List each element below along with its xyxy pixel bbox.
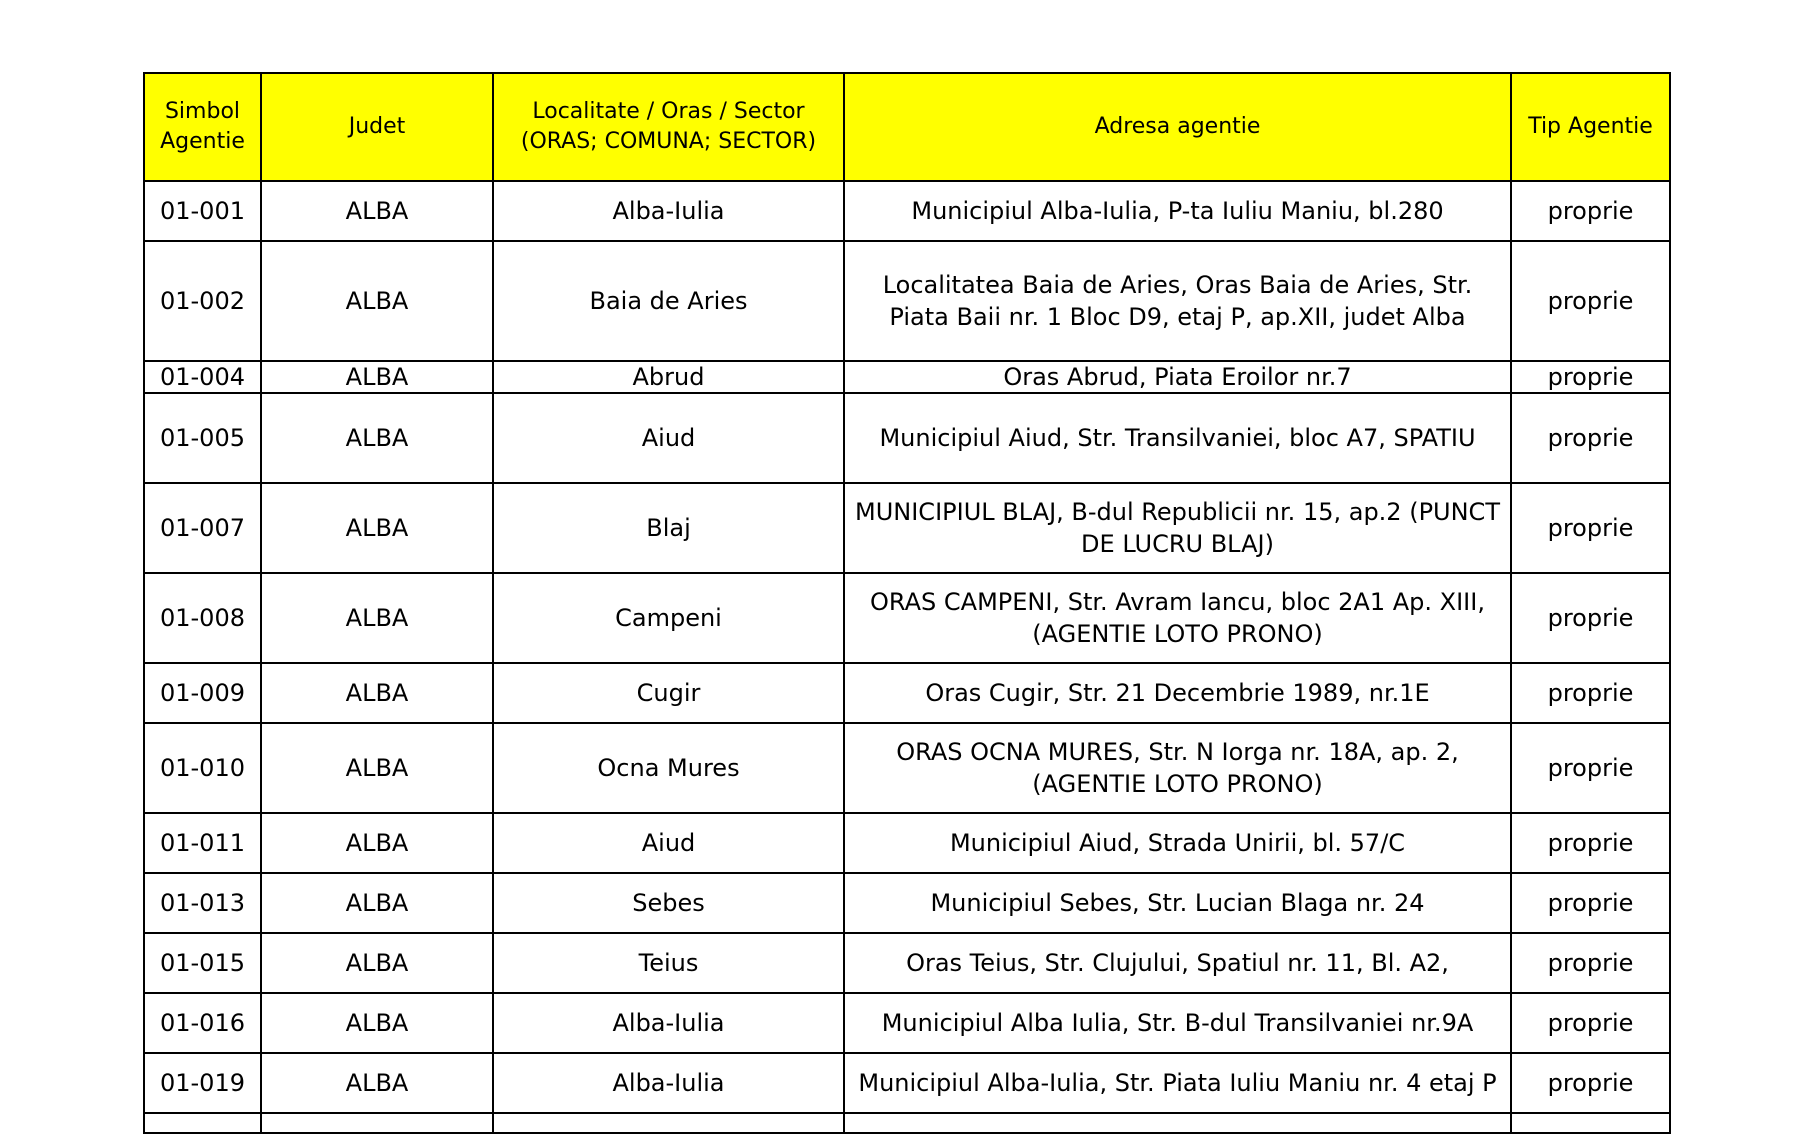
cell-judet: ALBA — [261, 361, 493, 393]
cell-adresa: Localitatea Baia de Aries, Oras Baia de Aries, Str. Piata Baii nr. 1 Bloc D9, etaj P, ap.XII, judet Alba — [844, 241, 1511, 361]
header-tip-agentie: Tip Agentie — [1511, 73, 1670, 181]
table-row — [144, 181, 1670, 241]
cell-simbol: 01-001 — [144, 181, 261, 241]
header-judet: Judet — [261, 73, 493, 181]
table-body — [144, 181, 1670, 1133]
cell-adresa: ORAS OCNA MURES, Str. N Iorga nr. 18A, ap. 2, (AGENTIE LOTO PRONO) — [844, 723, 1511, 813]
cell-localitate: Alba-Iulia — [493, 993, 844, 1053]
table-row — [144, 393, 1670, 483]
cell-adresa — [844, 1113, 1511, 1133]
cell-localitate: Cugir — [493, 663, 844, 723]
cell-tip: proprie — [1511, 393, 1670, 483]
cell-judet: ALBA — [261, 241, 493, 361]
cell-localitate: Blaj — [493, 483, 844, 573]
cell-judet — [261, 1113, 493, 1133]
cell-simbol: 01-007 — [144, 483, 261, 573]
cell-simbol: 01-016 — [144, 993, 261, 1053]
cell-localitate: Sebes — [493, 873, 844, 933]
cell-tip — [1511, 1113, 1670, 1133]
cell-adresa: Oras Abrud, Piata Eroilor nr.7 — [844, 361, 1511, 393]
cell-tip: proprie — [1511, 1053, 1670, 1113]
cell-adresa: Municipiul Alba Iulia, Str. B-dul Transilvaniei nr.9A — [844, 993, 1511, 1053]
header-localitate: Localitate / Oras / Sector (ORAS; COMUNA; SECTOR) — [493, 73, 844, 181]
cell-localitate: Campeni — [493, 573, 844, 663]
cell-judet: ALBA — [261, 663, 493, 723]
cell-simbol: 01-004 — [144, 361, 261, 393]
cell-localitate: Ocna Mures — [493, 723, 844, 813]
cell-localitate: Alba-Iulia — [493, 1053, 844, 1113]
cell-localitate: Aiud — [493, 813, 844, 873]
cell-simbol: 01-013 — [144, 873, 261, 933]
header-adresa-agentie: Adresa agentie — [844, 73, 1511, 181]
cell-adresa: MUNICIPIUL BLAJ, B-dul Republicii nr. 15, ap.2 (PUNCT DE LUCRU BLAJ) — [844, 483, 1511, 573]
cell-adresa: Oras Cugir, Str. 21 Decembrie 1989, nr.1E — [844, 663, 1511, 723]
cell-localitate: Baia de Aries — [493, 241, 844, 361]
cell-judet: ALBA — [261, 393, 493, 483]
cell-adresa: Municipiul Aiud, Str. Transilvaniei, bloc A7, SPATIU — [844, 393, 1511, 483]
table-row — [144, 1113, 1670, 1133]
cell-localitate — [493, 1113, 844, 1133]
cell-tip: proprie — [1511, 933, 1670, 993]
cell-simbol: 01-010 — [144, 723, 261, 813]
table-row — [144, 573, 1670, 663]
cell-adresa: Municipiul Sebes, Str. Lucian Blaga nr. 24 — [844, 873, 1511, 933]
table-row — [144, 483, 1670, 573]
cell-adresa: ORAS CAMPENI, Str. Avram Iancu, bloc 2A1 Ap. XIII, (AGENTIE LOTO PRONO) — [844, 573, 1511, 663]
cell-simbol: 01-005 — [144, 393, 261, 483]
cell-judet: ALBA — [261, 723, 493, 813]
cell-tip: proprie — [1511, 573, 1670, 663]
cell-judet: ALBA — [261, 933, 493, 993]
cell-tip: proprie — [1511, 663, 1670, 723]
cell-localitate: Aiud — [493, 393, 844, 483]
header-simbol-agentie: Simbol Agentie — [144, 73, 261, 181]
cell-adresa: Municipiul Alba-Iulia, P-ta Iuliu Maniu, bl.280 — [844, 181, 1511, 241]
cell-simbol: 01-015 — [144, 933, 261, 993]
table-row — [144, 361, 1670, 393]
cell-judet: ALBA — [261, 1053, 493, 1113]
table-row — [144, 663, 1670, 723]
cell-tip: proprie — [1511, 241, 1670, 361]
cell-tip: proprie — [1511, 181, 1670, 241]
cell-judet: ALBA — [261, 483, 493, 573]
cell-simbol: 01-009 — [144, 663, 261, 723]
cell-simbol: 01-011 — [144, 813, 261, 873]
cell-judet: ALBA — [261, 993, 493, 1053]
cell-judet: ALBA — [261, 573, 493, 663]
cell-tip: proprie — [1511, 993, 1670, 1053]
cell-simbol — [144, 1113, 261, 1133]
table-row — [144, 873, 1670, 933]
agencies-table — [143, 72, 1671, 1134]
table-row — [144, 723, 1670, 813]
cell-tip: proprie — [1511, 873, 1670, 933]
table-row — [144, 241, 1670, 361]
cell-adresa: Municipiul Aiud, Strada Unirii, bl. 57/C — [844, 813, 1511, 873]
table-row — [144, 813, 1670, 873]
table-row — [144, 933, 1670, 993]
cell-judet: ALBA — [261, 181, 493, 241]
cell-tip: proprie — [1511, 723, 1670, 813]
cell-tip: proprie — [1511, 361, 1670, 393]
cell-simbol: 01-019 — [144, 1053, 261, 1113]
cell-adresa: Municipiul Alba-Iulia, Str. Piata Iuliu Maniu nr. 4 etaj P — [844, 1053, 1511, 1113]
cell-tip: proprie — [1511, 483, 1670, 573]
header-row — [144, 73, 1670, 181]
cell-simbol: 01-008 — [144, 573, 261, 663]
cell-judet: ALBA — [261, 813, 493, 873]
cell-judet: ALBA — [261, 873, 493, 933]
table-header — [144, 73, 1670, 181]
table-row — [144, 993, 1670, 1053]
cell-localitate: Teius — [493, 933, 844, 993]
cell-adresa: Oras Teius, Str. Clujului, Spatiul nr. 11, Bl. A2, — [844, 933, 1511, 993]
table-row — [144, 1053, 1670, 1113]
cell-simbol: 01-002 — [144, 241, 261, 361]
cell-tip: proprie — [1511, 813, 1670, 873]
cell-localitate: Abrud — [493, 361, 844, 393]
cell-localitate: Alba-Iulia — [493, 181, 844, 241]
